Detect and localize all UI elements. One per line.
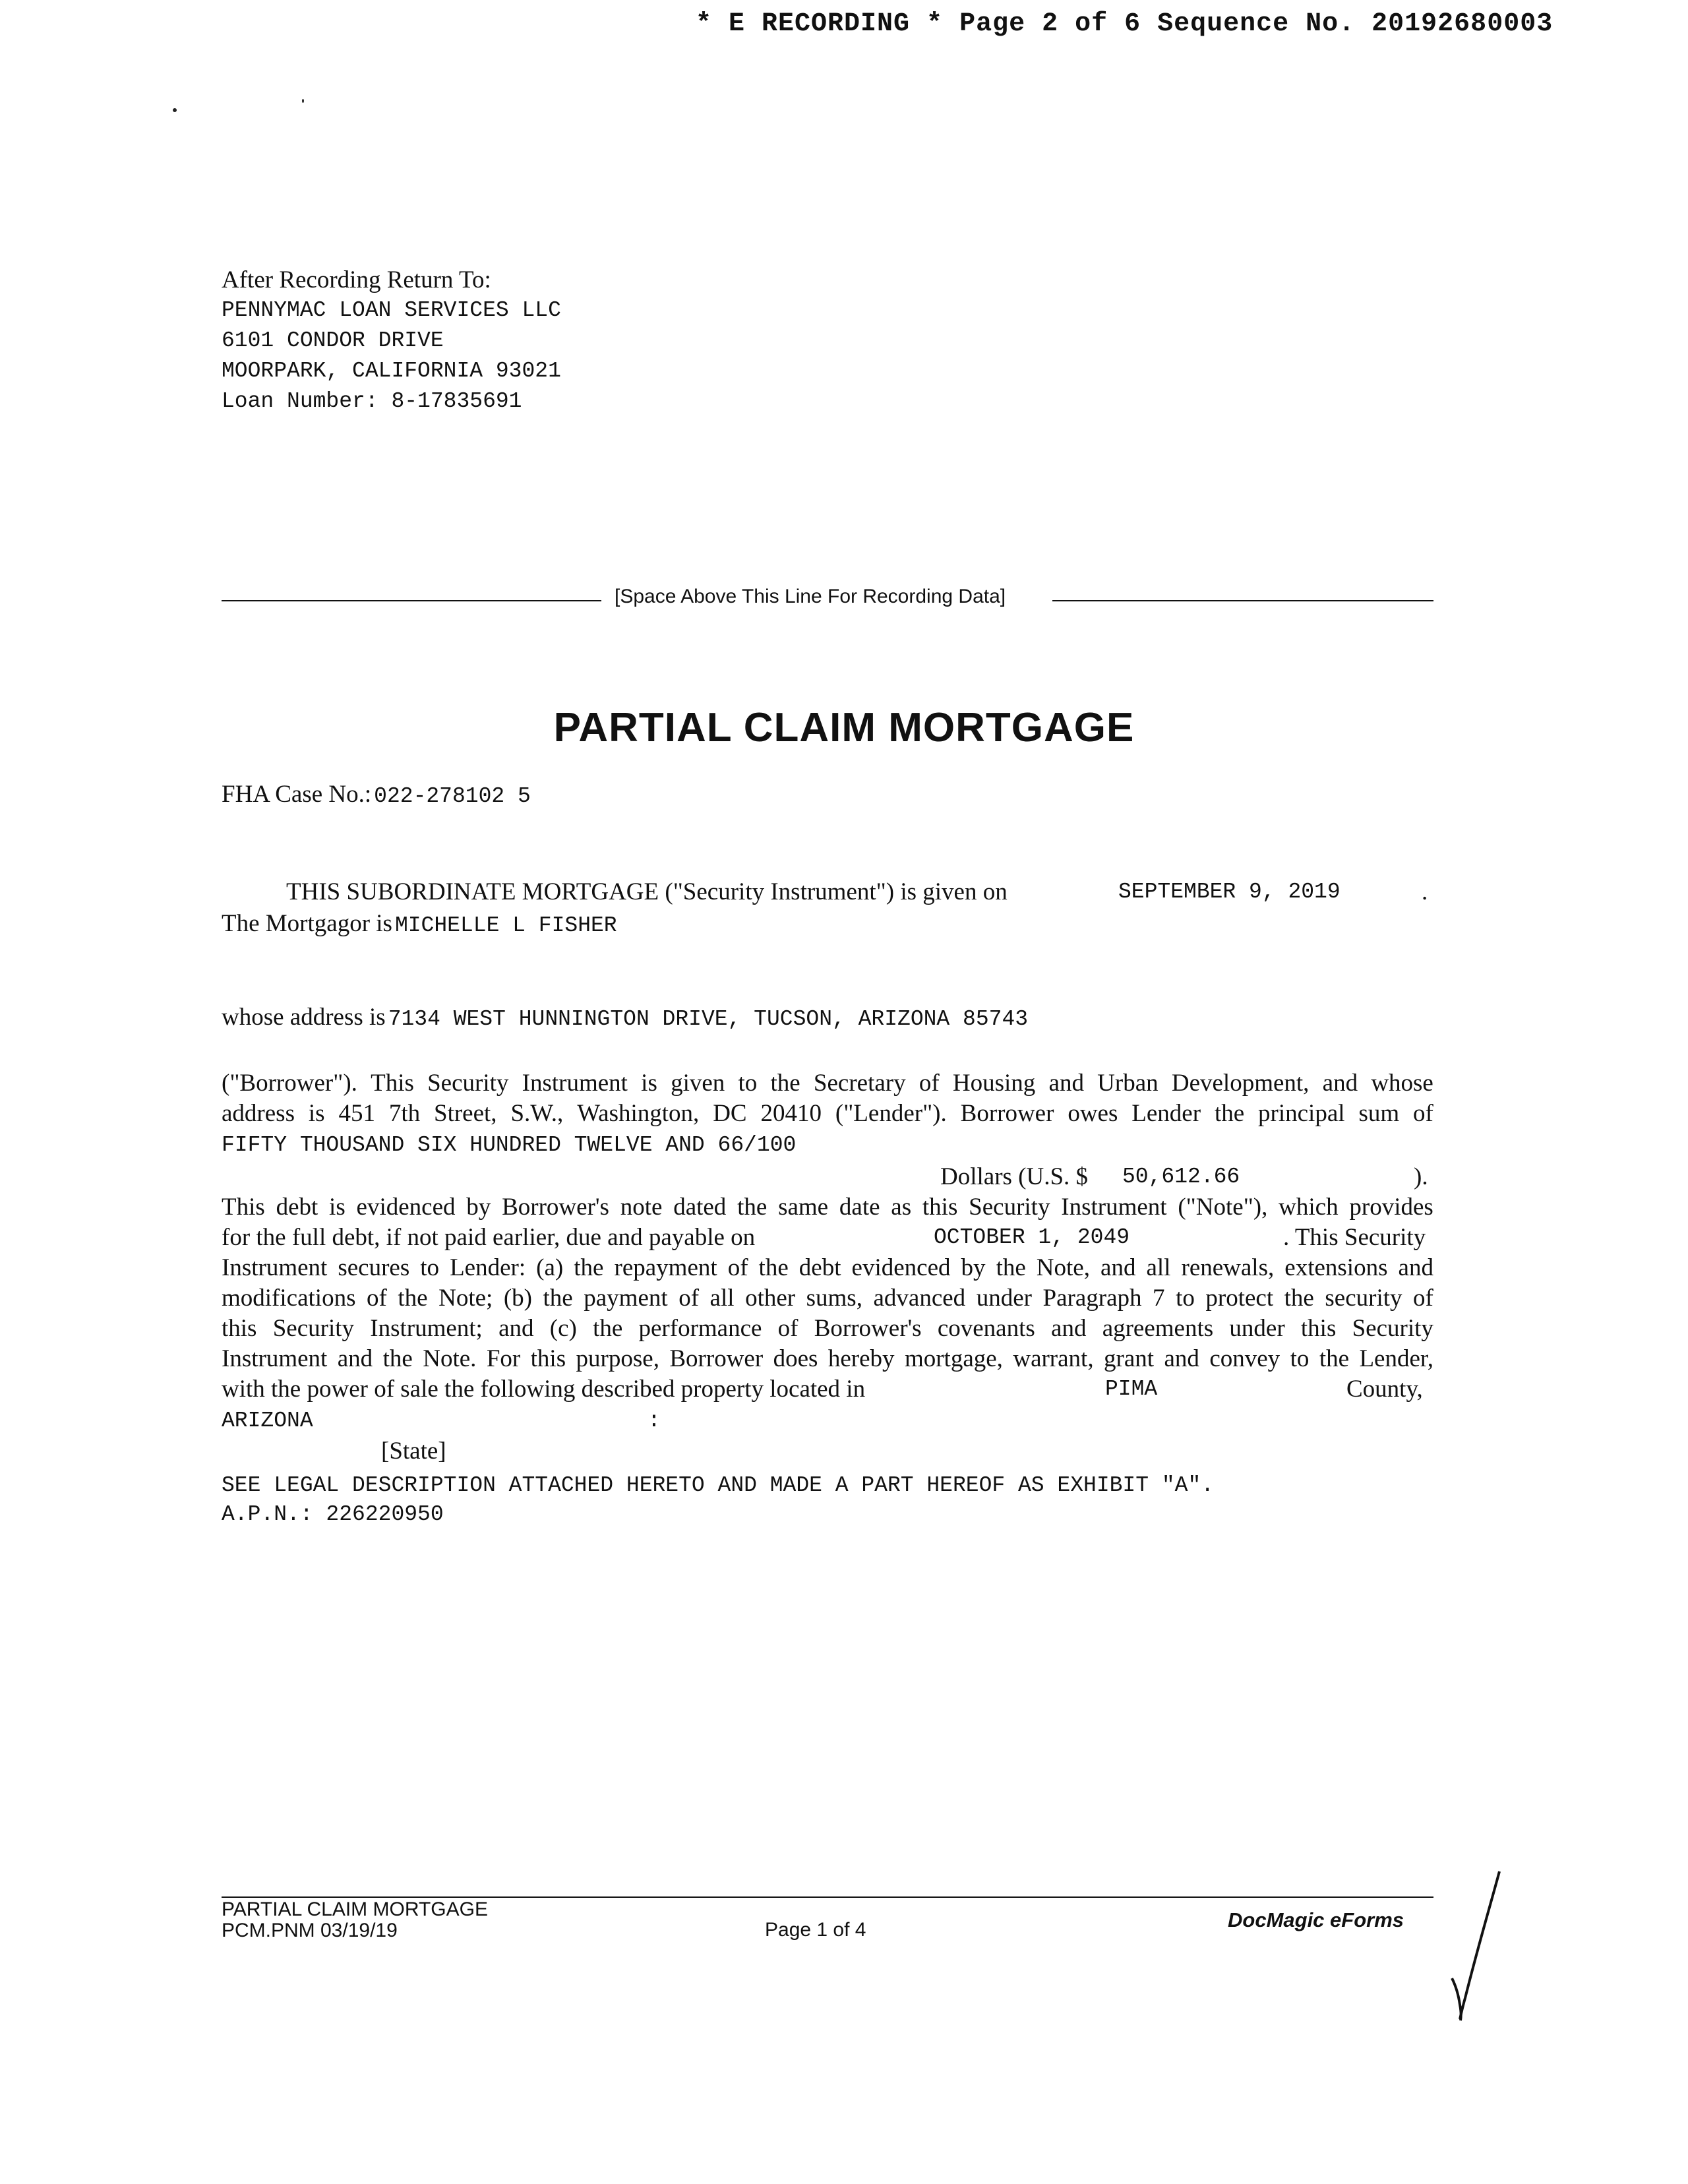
word: evidenced [356, 1194, 456, 1221]
word: Washington, [577, 1100, 700, 1127]
word: date [839, 1194, 880, 1221]
address-label: whose address is [222, 1004, 386, 1031]
word: is [641, 1070, 657, 1097]
word: the [996, 1254, 1026, 1281]
word: to [1290, 1345, 1310, 1372]
word: does [773, 1345, 818, 1372]
principal-amount: 50,612.66 [1122, 1165, 1240, 1189]
word: 7th [388, 1100, 421, 1127]
word: the [593, 1315, 623, 1342]
fha-case-line [222, 779, 1433, 810]
word: This [371, 1070, 414, 1097]
word: ("Note"), [1178, 1194, 1268, 1221]
word: provides [1349, 1194, 1433, 1221]
return-heading: After Recording Return To: [222, 266, 491, 293]
separator-rule-right [1052, 600, 1433, 601]
scan-speck [302, 99, 304, 103]
word: Street, [434, 1100, 497, 1127]
word: repayment [614, 1254, 717, 1281]
word: modifications [222, 1285, 356, 1312]
separator-rule-left [222, 600, 601, 601]
word: principal [1258, 1100, 1345, 1127]
dollars-label: Dollars (U.S. $ [940, 1163, 1089, 1190]
body-line-5 [222, 1099, 1433, 1129]
word: and [1100, 1254, 1136, 1281]
body-line-12 [222, 1314, 1433, 1344]
word: is [329, 1194, 346, 1221]
word: Instrument [222, 1345, 328, 1372]
date-given: SEPTEMBER 9, 2019 [1118, 880, 1341, 904]
word: protect [1205, 1285, 1274, 1312]
word: by [961, 1254, 986, 1281]
word: Development, [1171, 1070, 1310, 1097]
word: the [574, 1254, 604, 1281]
state-colon: : [648, 1409, 661, 1433]
word: renewals, [1181, 1254, 1275, 1281]
word: of [1413, 1100, 1433, 1127]
footer-form-title: PARTIAL CLAIM MORTGAGE [222, 1898, 488, 1920]
loan-number-line [222, 386, 561, 417]
word: Security [1352, 1315, 1433, 1342]
word: advanced [873, 1285, 966, 1312]
word: warrant, [1013, 1345, 1094, 1372]
address-line [222, 1002, 1433, 1033]
body-line-1 [222, 877, 1433, 907]
mortgagor-line [222, 909, 1433, 939]
word: evidenced [851, 1254, 951, 1281]
word: (b) [503, 1285, 532, 1312]
word: ("Borrower"). [222, 1070, 357, 1097]
body-line-13 [222, 1344, 1433, 1374]
return-street: 6101 CONDOR DRIVE [222, 328, 444, 353]
word: (c) [549, 1315, 577, 1342]
word: and [1164, 1345, 1199, 1372]
footer-brand-logo: DocMagic eForms [1228, 1908, 1404, 1931]
state-label-line [222, 1436, 1433, 1467]
word: Instrument [222, 1254, 328, 1281]
borrower-address: 7134 WEST HUNNINGTON DRIVE, TUCSON, ARIZONA 85743 [388, 1007, 1029, 1031]
word: Instrument; [370, 1315, 483, 1342]
word: to [1176, 1285, 1195, 1312]
word: Note; [438, 1285, 493, 1312]
word: performance [638, 1315, 762, 1342]
word: as [891, 1194, 912, 1221]
word: all [1146, 1254, 1171, 1281]
word: of [919, 1070, 940, 1097]
word: Security [427, 1070, 509, 1097]
word: and [1322, 1070, 1358, 1097]
recording-stamp: * E RECORDING * Page 2 of 6 Sequence No. 20192680003 [696, 9, 1553, 39]
word: and [1051, 1315, 1087, 1342]
line-end-period: . [1422, 878, 1428, 905]
word: This [222, 1194, 265, 1221]
loan-number-label: Loan Number: [222, 389, 378, 413]
mortgagor-label: The Mortgagor is [222, 910, 392, 937]
word: of [727, 1254, 748, 1281]
scan-speck [173, 108, 177, 112]
word: this [922, 1194, 958, 1221]
word: and [337, 1345, 373, 1372]
state-name: ARIZONA [222, 1409, 313, 1433]
loan-number: 8-17835691 [391, 389, 522, 413]
state-label: [State] [381, 1438, 446, 1465]
county-name: PIMA [1105, 1377, 1158, 1401]
word: Urban [1097, 1070, 1159, 1097]
return-company: PENNYMAC LOAN SERVICES LLC [222, 298, 561, 322]
word: 7 [1153, 1285, 1165, 1312]
word: and [1398, 1254, 1433, 1281]
word: (a) [536, 1254, 564, 1281]
word: note [620, 1194, 663, 1221]
word: Instrument [522, 1070, 628, 1097]
body-line-8 [222, 1192, 1433, 1223]
word: this [1300, 1315, 1337, 1342]
word: to [420, 1254, 440, 1281]
word: owes [1068, 1100, 1118, 1127]
maturity-line [222, 1223, 1433, 1253]
word: Note. [423, 1345, 477, 1372]
initials-mark [1444, 1866, 1503, 2024]
word: Paragraph [1042, 1285, 1142, 1312]
word: Secretary [813, 1070, 906, 1097]
word: which [1279, 1194, 1339, 1221]
word: extensions [1284, 1254, 1388, 1281]
return-address-block [222, 265, 561, 417]
word: to [738, 1070, 758, 1097]
word: of [777, 1315, 799, 1342]
word: Lender [1131, 1100, 1201, 1127]
recording-data-separator [222, 582, 1433, 608]
word: the [758, 1254, 789, 1281]
fha-case-number: 022-278102 5 [374, 784, 531, 808]
word: sums, [806, 1285, 862, 1312]
word: grant [1104, 1345, 1155, 1372]
word: this [530, 1345, 566, 1372]
word: and [498, 1315, 534, 1342]
word: other [745, 1285, 796, 1312]
word: Borrower [960, 1100, 1054, 1127]
footer-form-code: PCM.PNM 03/19/19 [222, 1920, 398, 1941]
word: debt [799, 1254, 841, 1281]
state-line [222, 1406, 1433, 1436]
word: the [770, 1070, 800, 1097]
word: S.W., [510, 1100, 564, 1127]
word: hereby [828, 1345, 895, 1372]
footer-page-number: Page 1 of 4 [765, 1919, 866, 1941]
word: Instrument [1061, 1194, 1167, 1221]
word: Lender, [1359, 1345, 1433, 1372]
word: Borrower [669, 1345, 764, 1372]
word: ("Lender"). [835, 1100, 947, 1127]
dollars-close: ). [1414, 1163, 1428, 1190]
return-city-state-zip: MOORPARK, CALIFORNIA 93021 [222, 359, 561, 383]
word: Borrower's [814, 1315, 922, 1342]
word: of [367, 1285, 387, 1312]
word: and [1048, 1070, 1084, 1097]
county-line [222, 1374, 1433, 1405]
property-located-text: with the power of sale the following described property located in [222, 1376, 866, 1403]
fha-case-label: FHA Case No.: [222, 781, 372, 808]
word: whose [1371, 1070, 1433, 1097]
mortgagor-name: MICHELLE L FISHER [394, 913, 617, 938]
word: security [1325, 1285, 1402, 1312]
word: is [308, 1100, 325, 1127]
word: DC [713, 1100, 747, 1127]
word: purpose, [576, 1345, 659, 1372]
word: Security [969, 1194, 1050, 1221]
word: mortgage, [904, 1345, 1003, 1372]
maturity-line-end: . This Security [1283, 1224, 1426, 1251]
word: the [382, 1345, 413, 1372]
word: under [1229, 1315, 1285, 1342]
word: debt [276, 1194, 318, 1221]
word: Note, [1036, 1254, 1090, 1281]
body-line-10 [222, 1253, 1433, 1283]
word: the [737, 1194, 768, 1221]
word: the [1214, 1100, 1245, 1127]
word: Borrower's [502, 1194, 609, 1221]
maturity-text: for the full debt, if not paid earlier, due and payable on [222, 1224, 756, 1251]
footer-rule [222, 1896, 1433, 1898]
word: covenants [937, 1315, 1035, 1342]
apn-line: A.P.N.: 226220950 [222, 1502, 444, 1527]
dollars-line [222, 1162, 1433, 1192]
principal-words: FIFTY THOUSAND SIX HUNDRED TWELVE AND 66/100 [222, 1133, 797, 1157]
word: payment [584, 1285, 668, 1312]
word: by [466, 1194, 491, 1221]
word: this [222, 1315, 257, 1342]
word: all [709, 1285, 735, 1312]
word: agreements [1102, 1315, 1214, 1342]
word: given [671, 1070, 725, 1097]
word: of [678, 1285, 700, 1312]
word: of [1413, 1285, 1433, 1312]
recording-data-label: [Space Above This Line For Recording Data] [615, 586, 1006, 607]
word: dated [673, 1194, 727, 1221]
document-title: PARTIAL CLAIM MORTGAGE [553, 705, 1135, 750]
word: the [1319, 1345, 1350, 1372]
word: the [398, 1285, 428, 1312]
word: secures [338, 1254, 410, 1281]
county-label: County, [1346, 1376, 1423, 1403]
footer-form-info [222, 1899, 488, 1941]
word: For [486, 1345, 521, 1372]
legal-description: SEE LEGAL DESCRIPTION ATTACHED HERETO AND MADE A PART HEREOF AS EXHIBIT "A". [222, 1473, 1215, 1498]
subordinate-mortgage-text: THIS SUBORDINATE MORTGAGE ("Security Instrument") is given on [286, 878, 1008, 905]
word: Lender: [450, 1254, 526, 1281]
maturity-date: OCTOBER 1, 2049 [934, 1225, 1130, 1250]
word: Housing [952, 1070, 1036, 1097]
word: 20410 [760, 1100, 822, 1127]
word: same [778, 1194, 829, 1221]
word: under [976, 1285, 1032, 1312]
word: the [543, 1285, 573, 1312]
word: sum [1358, 1100, 1400, 1127]
word: convey [1209, 1345, 1281, 1372]
word: 451 [338, 1100, 375, 1127]
word: address [222, 1100, 295, 1127]
body-line-4 [222, 1068, 1433, 1099]
word: the [1284, 1285, 1314, 1312]
body-line-11 [222, 1283, 1433, 1314]
word: Security [272, 1315, 355, 1342]
